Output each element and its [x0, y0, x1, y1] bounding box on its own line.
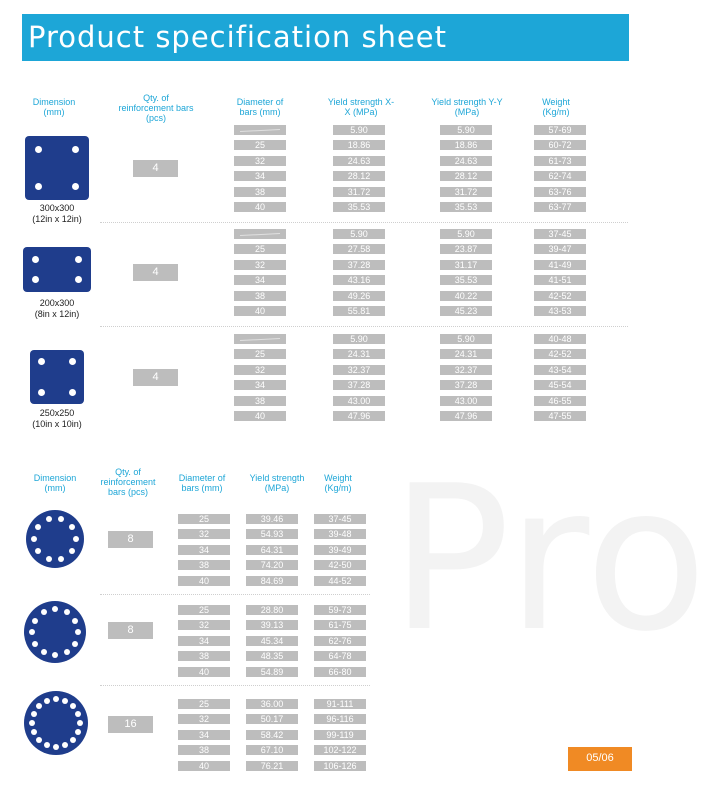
table-cell: 34 [178, 636, 230, 646]
rebar-dot [31, 711, 37, 717]
table-cell: 32 [234, 260, 286, 270]
table-cell: 39-47 [534, 244, 586, 254]
page-number: 05/06 [586, 752, 614, 764]
section-shape [23, 247, 91, 292]
rebar-dot [44, 742, 50, 748]
table-cell: 28.80 [246, 605, 298, 615]
rebar-dot [46, 516, 52, 522]
table-cell: 39.46 [246, 514, 298, 524]
rebar-dot [44, 698, 50, 704]
table-cell: 38 [234, 291, 286, 301]
rebar-dot [75, 729, 81, 735]
dimension-label: 200x300 [39, 298, 75, 308]
section-divider [100, 685, 370, 686]
rect-header-diameter: Diameter of bars (mm) [236, 97, 284, 117]
table-cell: 43.16 [333, 275, 385, 285]
rebar-dot [38, 389, 45, 396]
title-banner [22, 14, 629, 61]
rebar-dot [32, 641, 38, 647]
table-cell: 38 [234, 396, 286, 406]
dimension-label: 300x300 [39, 203, 75, 213]
table-cell: 99-119 [314, 730, 366, 740]
section-divider [100, 594, 370, 595]
table-cell: 28.12 [440, 171, 492, 181]
rebar-dot [52, 652, 58, 658]
table-cell: 40 [234, 411, 286, 421]
rebar-dot [35, 548, 41, 554]
rebar-dot [29, 720, 35, 726]
table-cell: 47.96 [440, 411, 492, 421]
table-cell: 32.37 [333, 365, 385, 375]
table-cell: 64-78 [314, 651, 366, 661]
rebar-dot [41, 609, 47, 615]
table-cell: 39-48 [314, 529, 366, 539]
rebar-dot [58, 516, 64, 522]
qty-box: 8 [108, 531, 153, 548]
rebar-dot [69, 548, 75, 554]
table-cell: 43.00 [333, 396, 385, 406]
table-cell: 96-116 [314, 714, 366, 724]
table-cell: 38 [178, 651, 230, 661]
rect-header-qty: Qty. of reinforcement bars (pcs) [118, 93, 194, 123]
table-cell: 34 [178, 730, 230, 740]
section-shape [30, 350, 84, 404]
rebar-dot [75, 256, 82, 263]
table-cell: 63-77 [534, 202, 586, 212]
table-cell: 59-73 [314, 605, 366, 615]
table-cell: 54.93 [246, 529, 298, 539]
rect-header-yield-xx: Yield strength X-X (MPa) [327, 97, 395, 117]
rebar-dot [62, 698, 68, 704]
table-cell: 40-48 [534, 334, 586, 344]
rebar-dot [38, 358, 45, 365]
table-cell: 5.90 [440, 125, 492, 135]
table-cell: 66-80 [314, 667, 366, 677]
table-cell: 45-54 [534, 380, 586, 390]
table-cell: 24.63 [333, 156, 385, 166]
section-shape [24, 691, 88, 755]
section-shape [26, 510, 84, 568]
table-cell: 64.31 [246, 545, 298, 555]
table-cell: 42-50 [314, 560, 366, 570]
table-cell: 18.86 [333, 140, 385, 150]
qty-box: 4 [133, 264, 178, 281]
table-cell [234, 125, 286, 135]
table-cell: 31.72 [440, 187, 492, 197]
rebar-dot [58, 556, 64, 562]
page-number-badge [568, 747, 632, 771]
rebar-dot [73, 536, 79, 542]
table-cell: 34 [234, 275, 286, 285]
table-cell: 84.69 [246, 576, 298, 586]
table-cell: 58.42 [246, 730, 298, 740]
rebar-dot [69, 358, 76, 365]
rect-header-yield-yy: Yield strength Y-Y (MPa) [431, 97, 503, 117]
section-shape [25, 136, 89, 200]
table-cell: 74.20 [246, 560, 298, 570]
rebar-dot [53, 744, 59, 750]
rebar-dot [31, 536, 37, 542]
table-cell: 27.58 [333, 244, 385, 254]
round-header-weight: Weight (Kg/m) [324, 473, 352, 493]
rebar-dot [75, 276, 82, 283]
qty-box: 8 [108, 622, 153, 639]
qty-box: 4 [133, 369, 178, 386]
rebar-dot [72, 618, 78, 624]
table-cell: 41-51 [534, 275, 586, 285]
table-cell: 34 [234, 380, 286, 390]
rebar-dot [77, 720, 83, 726]
table-cell: 43.00 [440, 396, 492, 406]
rebar-dot [36, 703, 42, 709]
table-cell: 39.13 [246, 620, 298, 630]
table-cell: 46-55 [534, 396, 586, 406]
table-cell: 38 [234, 187, 286, 197]
table-cell: 41-49 [534, 260, 586, 270]
table-cell: 106-126 [314, 761, 366, 771]
table-cell: 40 [178, 761, 230, 771]
rebar-dot [53, 696, 59, 702]
rebar-dot [32, 618, 38, 624]
dimension-inches-label: (10in x 10in) [32, 419, 82, 429]
table-cell: 37.28 [440, 380, 492, 390]
table-cell: 50.17 [246, 714, 298, 724]
table-cell: 102-122 [314, 745, 366, 755]
rebar-dot [64, 609, 70, 615]
table-cell: 76.21 [246, 761, 298, 771]
table-cell: 44-52 [314, 576, 366, 586]
qty-box: 16 [108, 716, 153, 733]
table-cell: 32.37 [440, 365, 492, 375]
table-cell: 34 [234, 171, 286, 181]
table-cell: 48.35 [246, 651, 298, 661]
table-cell: 38 [178, 560, 230, 570]
table-cell: 60-72 [534, 140, 586, 150]
table-cell: 35.53 [440, 202, 492, 212]
rect-header-weight: Weight (Kg/m) [542, 97, 570, 117]
table-cell: 42-52 [534, 291, 586, 301]
table-cell: 25 [178, 605, 230, 615]
table-cell: 37-45 [534, 229, 586, 239]
rebar-dot [69, 389, 76, 396]
table-cell: 31.72 [333, 187, 385, 197]
table-cell: 36.00 [246, 699, 298, 709]
table-cell: 40.22 [440, 291, 492, 301]
table-cell: 32 [178, 529, 230, 539]
table-cell: 47-55 [534, 411, 586, 421]
table-cell: 32 [178, 714, 230, 724]
table-cell: 25 [234, 349, 286, 359]
table-cell: 34 [178, 545, 230, 555]
table-cell: 40 [234, 306, 286, 316]
table-cell: 43-53 [534, 306, 586, 316]
table-cell: 5.90 [333, 229, 385, 239]
table-cell: 47.96 [333, 411, 385, 421]
table-cell: 55.81 [333, 306, 385, 316]
rebar-dot [29, 629, 35, 635]
table-cell: 23.87 [440, 244, 492, 254]
table-cell: 45.23 [440, 306, 492, 316]
qty-box: 4 [133, 160, 178, 177]
table-cell [234, 229, 286, 239]
table-cell: 38 [178, 745, 230, 755]
section-divider [100, 326, 628, 327]
watermark: Pro [390, 443, 707, 676]
dimension-inches-label: (8in x 12in) [34, 309, 80, 319]
rebar-dot [35, 524, 41, 530]
rebar-dot [41, 649, 47, 655]
table-cell: 54.89 [246, 667, 298, 677]
table-cell: 18.86 [440, 140, 492, 150]
rebar-dot [46, 556, 52, 562]
round-header-diameter: Diameter of bars (mm) [178, 473, 226, 493]
table-cell: 40 [234, 202, 286, 212]
rebar-dot [35, 183, 42, 190]
table-cell: 25 [178, 699, 230, 709]
rebar-dot [69, 524, 75, 530]
table-cell: 31.17 [440, 260, 492, 270]
rebar-dot [75, 629, 81, 635]
rebar-dot [70, 703, 76, 709]
table-cell: 49.26 [333, 291, 385, 301]
table-cell: 32 [178, 620, 230, 630]
table-cell: 91-111 [314, 699, 366, 709]
table-cell: 42-52 [534, 349, 586, 359]
round-header-dimension: Dimension (mm) [33, 473, 77, 493]
dimension-label: 250x250 [39, 408, 75, 418]
table-cell: 61-75 [314, 620, 366, 630]
page-title: Product specification sheet [28, 20, 447, 54]
table-cell: 24.31 [440, 349, 492, 359]
table-cell: 62-74 [534, 171, 586, 181]
table-cell: 57-69 [534, 125, 586, 135]
table-cell: 5.90 [440, 334, 492, 344]
rebar-dot [75, 711, 81, 717]
table-cell: 61-73 [534, 156, 586, 166]
rebar-dot [70, 737, 76, 743]
table-cell: 25 [178, 514, 230, 524]
rebar-dot [72, 146, 79, 153]
round-header-qty: Qty. of reinforcement bars (pcs) [100, 467, 156, 497]
section-divider [100, 222, 628, 223]
rebar-dot [64, 649, 70, 655]
rebar-dot [36, 737, 42, 743]
table-cell: 39-49 [314, 545, 366, 555]
rect-header-dimension: Dimension (mm) [32, 97, 76, 117]
table-cell: 40 [178, 667, 230, 677]
table-cell: 43-54 [534, 365, 586, 375]
rebar-dot [32, 256, 39, 263]
table-cell: 62-76 [314, 636, 366, 646]
round-header-yield: Yield strength (MPa) [249, 473, 305, 493]
table-cell: 35.53 [333, 202, 385, 212]
table-cell: 32 [234, 365, 286, 375]
table-cell: 67.10 [246, 745, 298, 755]
table-cell [234, 334, 286, 344]
rebar-dot [35, 146, 42, 153]
table-cell: 32 [234, 156, 286, 166]
table-cell: 5.90 [333, 125, 385, 135]
section-shape [24, 601, 86, 663]
table-cell: 5.90 [333, 334, 385, 344]
table-cell: 45.34 [246, 636, 298, 646]
table-cell: 5.90 [440, 229, 492, 239]
rebar-dot [72, 183, 79, 190]
rebar-dot [52, 606, 58, 612]
table-cell: 37.28 [333, 260, 385, 270]
table-cell: 37-45 [314, 514, 366, 524]
table-cell: 24.63 [440, 156, 492, 166]
table-cell: 40 [178, 576, 230, 586]
dimension-inches-label: (12in x 12in) [32, 214, 82, 224]
table-cell: 24.31 [333, 349, 385, 359]
table-cell: 37.28 [333, 380, 385, 390]
table-cell: 35.53 [440, 275, 492, 285]
rebar-dot [62, 742, 68, 748]
table-cell: 63-76 [534, 187, 586, 197]
table-cell: 25 [234, 140, 286, 150]
rebar-dot [31, 729, 37, 735]
table-cell: 28.12 [333, 171, 385, 181]
rebar-dot [72, 641, 78, 647]
table-cell: 25 [234, 244, 286, 254]
rebar-dot [32, 276, 39, 283]
